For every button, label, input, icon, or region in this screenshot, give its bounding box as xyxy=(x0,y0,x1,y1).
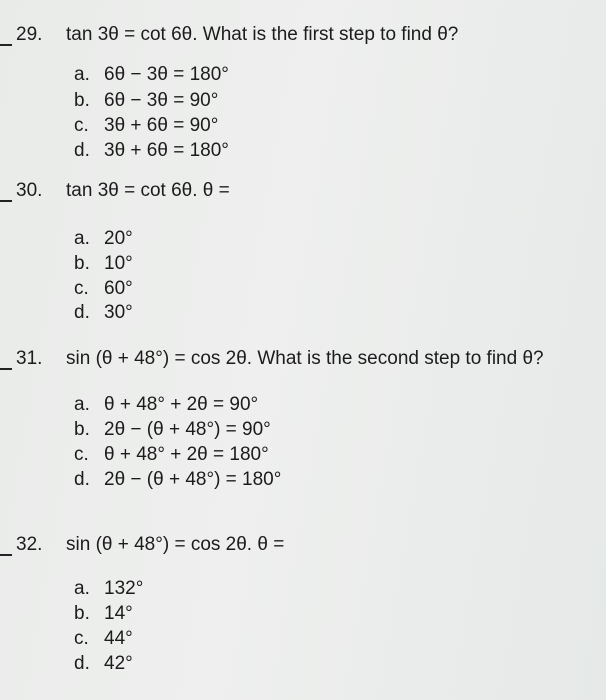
question-number: 31. xyxy=(16,348,43,369)
answer-blank xyxy=(0,554,12,556)
option-d: d. 42° xyxy=(74,653,133,674)
option-a: a. 132° xyxy=(74,578,144,599)
question-text: sin (θ + 48°) = cos 2θ. θ = xyxy=(66,534,285,555)
option-c: c. 44° xyxy=(74,628,133,649)
answer-blank xyxy=(0,368,12,370)
option-a: a. 6θ − 3θ = 180° xyxy=(74,64,229,85)
option-d: d. 30° xyxy=(74,302,133,323)
answer-blank xyxy=(0,200,12,202)
question-line xyxy=(0,180,606,206)
option-c: c. 3θ + 6θ = 90° xyxy=(74,115,219,136)
question-number: 32. xyxy=(16,534,43,555)
question-text: sin (θ + 48°) = cos 2θ. What is the second step to find θ? xyxy=(66,348,544,369)
option-c: c. θ + 48° + 2θ = 180° xyxy=(74,444,269,465)
option-a: a. θ + 48° + 2θ = 90° xyxy=(74,394,259,415)
option-b: b. 6θ − 3θ = 90° xyxy=(74,90,219,111)
option-c: c. 60° xyxy=(74,278,133,299)
question-text: tan 3θ = cot 6θ. θ = xyxy=(66,180,230,201)
option-a: a. 20° xyxy=(74,228,133,249)
option-b: b. 14° xyxy=(74,603,133,624)
question-line xyxy=(0,534,606,560)
option-b: b. 10° xyxy=(74,253,133,274)
option-b: b. 2θ − (θ + 48°) = 90° xyxy=(74,419,271,440)
option-d: d. 2θ − (θ + 48°) = 180° xyxy=(74,469,282,490)
option-d: d. 3θ + 6θ = 180° xyxy=(74,140,229,161)
question-number: 29. xyxy=(16,24,43,45)
question-line xyxy=(0,24,606,50)
question-text: tan 3θ = cot 6θ. What is the first step to find θ? xyxy=(66,24,459,45)
answer-blank xyxy=(0,44,12,46)
question-number: 30. xyxy=(16,180,43,201)
question-line xyxy=(0,348,606,374)
